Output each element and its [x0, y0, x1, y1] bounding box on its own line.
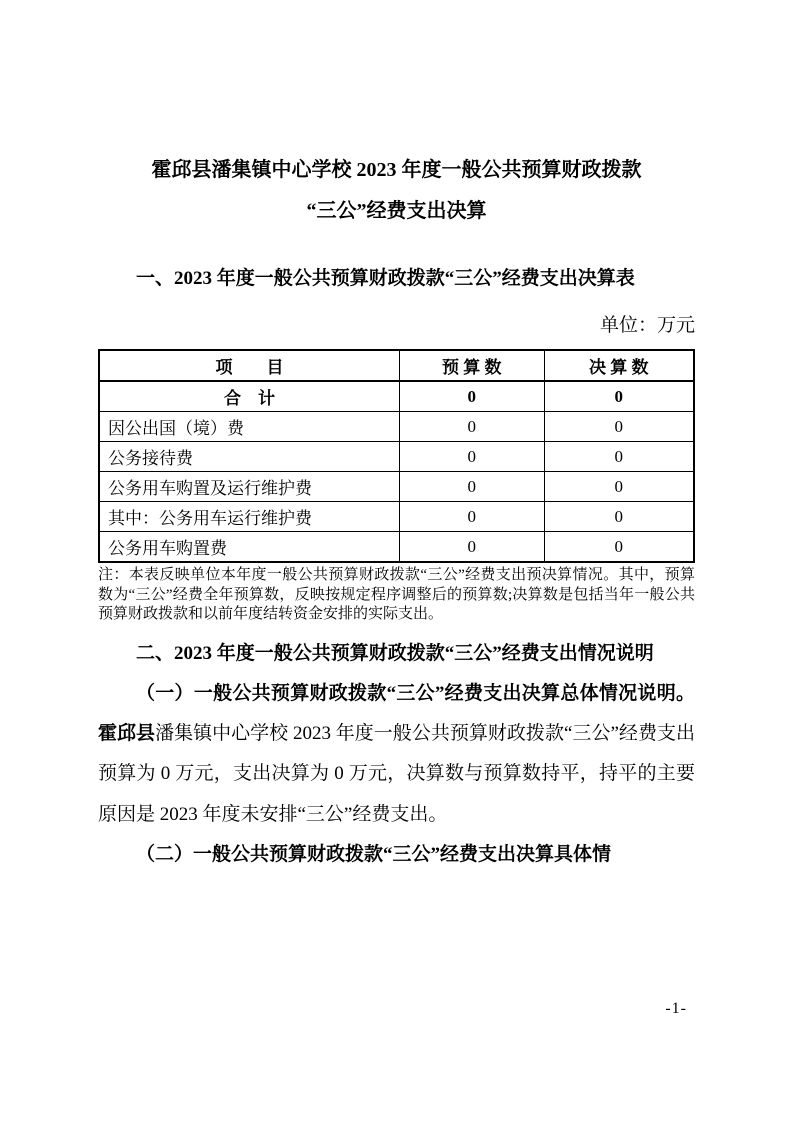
column-header-final: 决 算 数	[544, 350, 694, 381]
table-header-row	[99, 350, 694, 381]
cell-budget: 0	[399, 502, 544, 532]
cell-final: 0	[544, 442, 694, 472]
expense-table	[98, 349, 695, 563]
table-row	[99, 532, 694, 563]
section1-heading: 一、2023 年度一般公共预算财政拨款“三公”经费支出决算表	[136, 268, 635, 289]
cell-budget: 0	[399, 472, 544, 502]
paragraph-lead-bold: （一）一般公共预算财政拨款“三公”经费支出决算总体情况说明。霍邱县	[98, 682, 695, 745]
table-row	[99, 502, 694, 532]
cell-budget: 0	[399, 442, 544, 472]
column-header-item: 项 目	[99, 350, 399, 381]
table-row	[99, 412, 694, 442]
table-row	[99, 472, 694, 502]
cell-final: 0	[544, 472, 694, 502]
cell-final: 0	[544, 412, 694, 442]
cell-item: 公务用车购置费	[99, 532, 399, 563]
cell-item: 因公出国（境）费	[99, 412, 399, 442]
column-header-budget: 预 算 数	[399, 350, 544, 381]
paragraph-body-text: 潘集镇中心学校 2023 年度一般公共预算财政拨款“三公”经费支出预算为 0 万元，支出决算为 0 万元，决算数与预算数持平，持平的主要原因是 2023 年度未安排“三公”经费支出。	[98, 723, 695, 825]
paragraph-specific-situation: （二）一般公共预算财政拨款“三公”经费支出决算具体情	[136, 843, 612, 865]
cell-item: 合 计	[99, 381, 399, 412]
table-row	[99, 442, 694, 472]
cell-budget: 0	[399, 412, 544, 442]
title-line-2: “三公”经费支出决算	[306, 200, 487, 222]
document-title	[98, 150, 695, 232]
cell-budget: 0	[399, 532, 544, 563]
cell-item: 公务用车购置及运行维护费	[99, 472, 399, 502]
cell-item: 其中：公务用车运行维护费	[99, 502, 399, 532]
cell-budget: 0	[399, 381, 544, 412]
page-number: -1-	[665, 1000, 687, 1017]
section2-heading: 二、2023 年度一般公共预算财政拨款“三公”经费支出情况说明	[136, 642, 654, 664]
paragraph-overall-situation	[98, 674, 695, 835]
cell-final: 0	[544, 532, 694, 563]
cell-item: 公务接待费	[99, 442, 399, 472]
table-row-total	[99, 381, 694, 412]
title-line-1: 霍邱县潘集镇中心学校 2023 年度一般公共预算财政拨款	[151, 159, 642, 181]
cell-final: 0	[544, 502, 694, 532]
unit-label: 单位：万元	[599, 314, 695, 336]
cell-final: 0	[544, 381, 694, 412]
table-note: 注：本表反映单位本年度一般公共预算财政拨款“三公”经费支出预决算情况。其中，预算数为“三公”经费全年预算数，反映按规定程序调整后的预算数;决算数是包括当年一般公共预算财政拨款和以前年度结转资金安排的实际支出。	[98, 567, 695, 623]
